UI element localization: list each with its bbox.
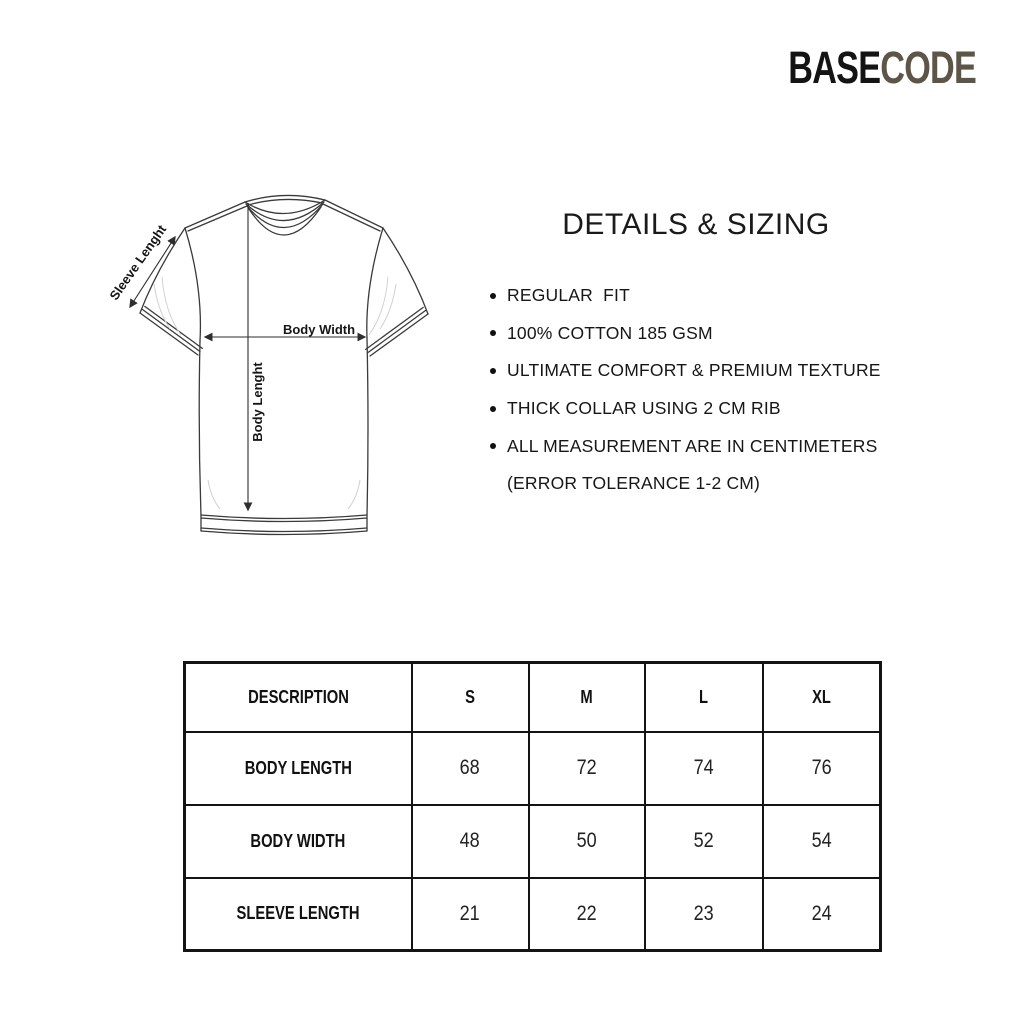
bullet-dot-icon [490, 368, 496, 374]
list-item [490, 390, 881, 428]
col-header-l [645, 663, 763, 732]
bullet-dot-icon [490, 443, 496, 449]
cell-value: 23 [693, 901, 714, 925]
bullet-text: THICK COLLAR USING 2 CM RIB [507, 398, 781, 419]
details-list [490, 277, 881, 503]
table-row [185, 732, 881, 805]
cell-value: 24 [811, 901, 832, 925]
col-header-label: M [580, 686, 593, 707]
details-heading: DETAILS & SIZING [562, 208, 830, 241]
col-header-label: DESCRIPTION [247, 686, 349, 707]
col-header-label: XL [811, 686, 831, 707]
bullet-text: (ERROR TOLERANCE 1-2 CM) [507, 473, 761, 494]
row-label-body-width [185, 805, 412, 878]
cell-body-length-s [412, 732, 529, 805]
cell-body-length-m [529, 732, 645, 805]
table-row [185, 805, 881, 878]
cell-body-width-s [412, 805, 529, 878]
cell-body-length-l [645, 732, 763, 805]
row-label: BODY WIDTH [250, 830, 346, 851]
body-length-label: Body Lenght [250, 362, 265, 442]
list-item [490, 427, 881, 465]
row-label: SLEEVE LENGTH [236, 903, 360, 924]
fold-lines [154, 277, 396, 509]
brand-logo-code: CODE [880, 42, 976, 93]
bullet-text: ULTIMATE COMFORT & PREMIUM TEXTURE [507, 360, 881, 381]
cell-sleeve-length-xl [763, 878, 881, 951]
brand-logo [788, 42, 976, 93]
cell-value: 76 [811, 756, 832, 779]
list-item [490, 352, 881, 390]
cell-value: 48 [459, 829, 481, 852]
sleeve-length-label: Sleeve Lenght [106, 222, 170, 303]
cell-value: 72 [576, 756, 597, 779]
cell-value: 54 [811, 829, 832, 852]
col-header-xl [763, 663, 881, 732]
bullet-text: ALL MEASUREMENT ARE IN CENTIMETERS [507, 435, 878, 456]
col-header-label: S [465, 686, 475, 707]
cell-sleeve-length-l [645, 878, 763, 951]
cell-value: 68 [459, 756, 481, 779]
table-header-row [185, 663, 881, 732]
list-item-continuation [490, 465, 881, 503]
col-header-description [185, 663, 412, 732]
bullet-dot-icon [490, 330, 496, 336]
cell-body-length-xl [763, 732, 881, 805]
row-label-body-length [185, 732, 412, 805]
cell-sleeve-length-s [412, 878, 529, 951]
bullet-dot-icon [490, 406, 496, 412]
body-width-label: Body Width [282, 322, 356, 337]
cell-sleeve-length-m [529, 878, 645, 951]
cell-value: 22 [576, 901, 597, 925]
row-label-sleeve-length [185, 878, 412, 951]
cell-value: 74 [693, 756, 714, 779]
dimension-arrows [130, 203, 365, 510]
list-item [490, 277, 881, 315]
list-item [490, 315, 881, 353]
cell-body-width-xl [763, 805, 881, 878]
bullet-text: 100% COTTON 185 GSM [507, 322, 713, 343]
col-header-m [529, 663, 645, 732]
tshirt-diagram [105, 185, 445, 545]
brand-logo-base: BASE [788, 42, 881, 93]
cell-value: 21 [459, 901, 481, 925]
bullet-text: REGULAR FIT [507, 285, 630, 306]
row-label: BODY LENGTH [244, 757, 352, 778]
table-row [185, 878, 881, 951]
col-header-s [412, 663, 529, 732]
cell-value: 50 [576, 829, 597, 852]
cell-body-width-l [645, 805, 763, 878]
cell-value: 52 [693, 829, 714, 852]
cell-body-width-m [529, 805, 645, 878]
bullet-dot-icon [490, 293, 496, 299]
col-header-label: L [698, 686, 709, 707]
tshirt-outline-icon [140, 195, 428, 534]
size-chart-table [183, 661, 882, 952]
